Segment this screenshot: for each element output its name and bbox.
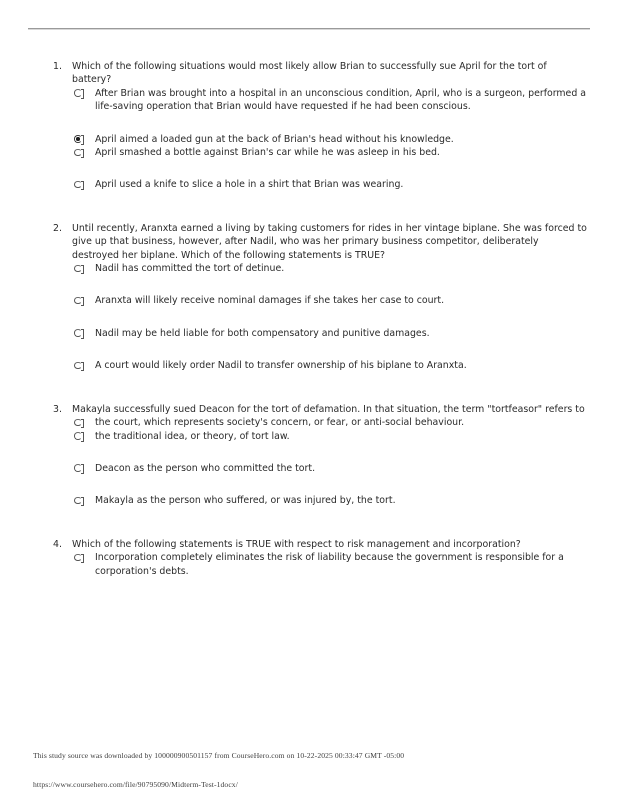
radio-button-icon[interactable] [74, 297, 87, 307]
radio-button-icon[interactable] [74, 149, 87, 159]
answer-option-label: Aranxta will likely receive nominal damages if she takes her case to court. [95, 295, 445, 307]
answer-option-label: the traditional idea, or theory, of tort law. [95, 430, 290, 442]
download-notice: This study source was downloaded by 100000900501157 from CourseHero.com on 10-22-2025 00:33:47 GMT -05:00 [33, 751, 405, 760]
answer-option-label: April aimed a loaded gun at the back of Brian's head without his knowledge. [95, 133, 454, 145]
question-block [0, 403, 617, 508]
question-number: 4. [53, 538, 62, 550]
radio-button-icon[interactable] [74, 181, 87, 191]
answer-option[interactable] [72, 359, 587, 372]
question-number: 3. [53, 403, 62, 415]
answer-option[interactable] [72, 416, 587, 429]
radio-button-selected-icon[interactable] [74, 135, 87, 145]
answer-option-label: Incorporation completely eliminates the risk of liability because the government is responsible for a corporation's debts. [95, 552, 564, 577]
answer-option-label: A court would likely order Nadil to transfer ownership of his biplane to Aranxta. [95, 360, 467, 372]
question-text: Makayla successfully sued Deacon for the tort of defamation. In that situation, the term "tortfeasor" refers to [72, 403, 585, 415]
radio-button-icon[interactable] [74, 554, 87, 564]
answer-option[interactable] [72, 327, 587, 340]
answer-option[interactable] [72, 494, 587, 507]
answer-option-label: April used a knife to slice a hole in a shirt that Brian was wearing. [95, 179, 404, 191]
questions-container [0, 60, 617, 578]
answer-option[interactable] [72, 294, 587, 307]
answer-option[interactable] [72, 262, 587, 275]
question-text: Which of the following situations would most likely allow Brian to successfully sue April for the tort of battery? [72, 61, 547, 86]
question-number: 2. [53, 222, 62, 234]
radio-button-icon[interactable] [74, 464, 87, 474]
radio-button-icon[interactable] [74, 419, 87, 429]
answer-option[interactable] [72, 178, 587, 191]
answer-option-label: Nadil may be held liable for both compensatory and punitive damages. [95, 327, 430, 339]
answer-option[interactable] [72, 87, 587, 114]
radio-button-icon[interactable] [74, 265, 87, 275]
answer-option-label: After Brian was brought into a hospital in an unconscious condition, April, who is a surgeon, performed a life-saving operation that Brian would have requested if he had been conscious. [95, 87, 586, 113]
answer-options [72, 416, 587, 508]
question-block [0, 538, 617, 578]
question-text: Until recently, Aranxta earned a living by taking customers for rides in her vintage biplane. She was forced to give up that business, however, after Nadil, who was her primary business competitor, deliberately destroyed her biplane. Which of the following statements is TRUE? [72, 222, 587, 261]
answer-options [72, 262, 587, 373]
answer-option[interactable] [72, 430, 587, 443]
radio-button-icon[interactable] [74, 497, 87, 507]
answer-option-label: Makayla as the person who suffered, or was injured by, the tort. [95, 495, 396, 507]
answer-option-label: Deacon as the person who committed the tort. [95, 462, 316, 474]
answer-option[interactable] [72, 462, 587, 475]
radio-button-icon[interactable] [74, 362, 87, 372]
source-url: https://www.coursehero.com/file/90795090/Midterm-Test-1docx/ [33, 780, 238, 789]
answer-option-label: Nadil has committed the tort of detinue. [95, 263, 285, 275]
radio-button-icon[interactable] [74, 329, 87, 339]
question-text: Which of the following statements is TRUE with respect to risk management and incorporation? [72, 538, 521, 550]
question-block [0, 60, 617, 192]
answer-option[interactable] [72, 146, 587, 159]
header-divider-rule [28, 28, 590, 30]
answer-options [72, 551, 587, 578]
question-block [0, 222, 617, 373]
answer-option[interactable] [72, 133, 587, 146]
radio-button-icon[interactable] [74, 432, 87, 442]
answer-option-label: the court, which represents society's concern, or fear, or anti-social behaviour. [95, 417, 465, 429]
answer-option[interactable] [72, 551, 587, 578]
radio-button-icon[interactable] [74, 89, 87, 99]
question-number: 1. [53, 61, 62, 72]
answer-option-label: April smashed a bottle against Brian's car while he was asleep in his bed. [95, 147, 440, 159]
answer-options [72, 87, 587, 192]
